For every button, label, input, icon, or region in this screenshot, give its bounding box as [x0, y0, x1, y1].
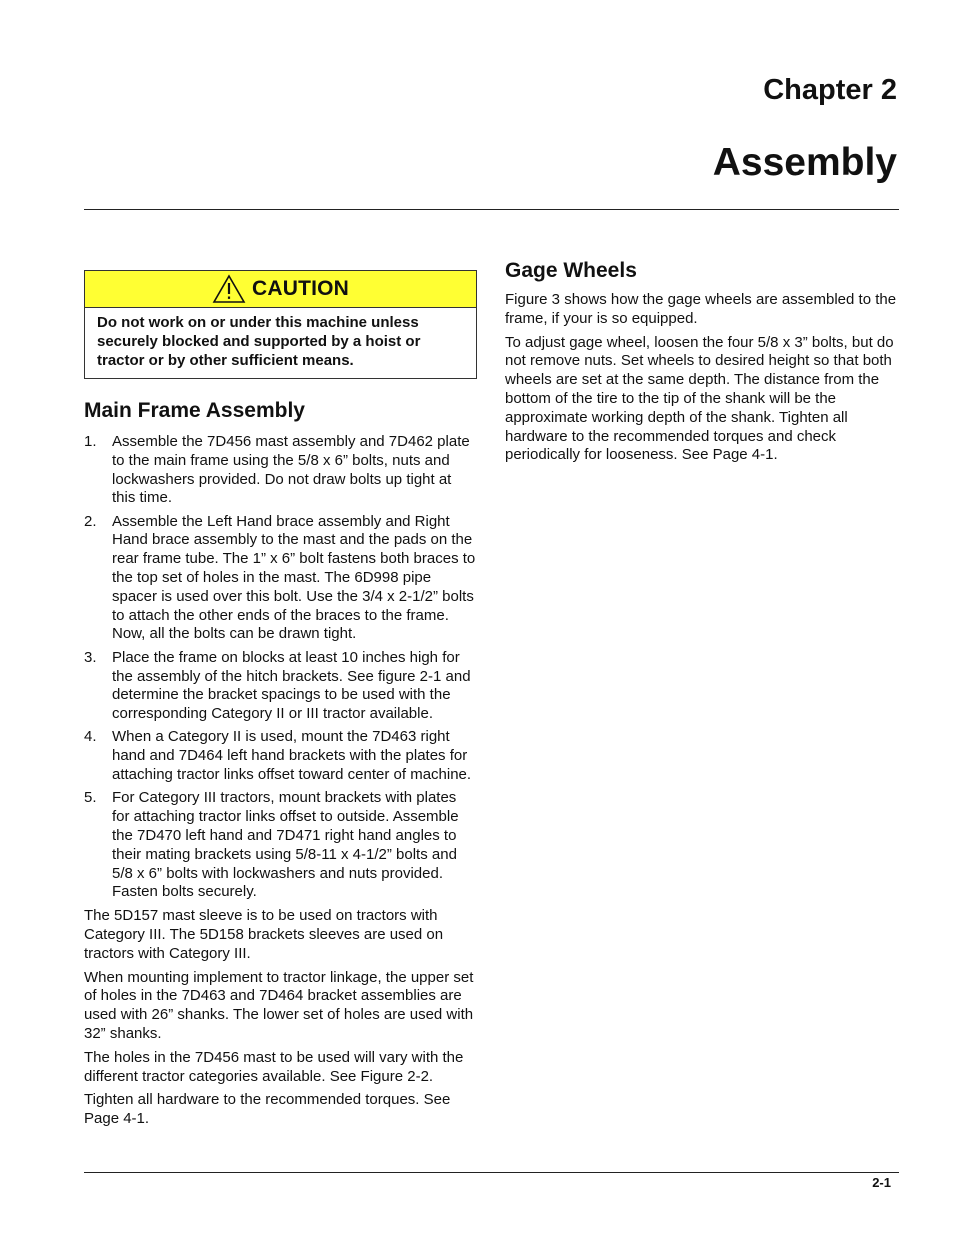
- step-text: For Category III tractors, mount brackets with plates for attaching tractor links offset to outside. Assemble the 7D470 left hand and 7D471 right hand angles to their mating brackets using 5/8-11 x 4-1/2” bolts and 5/8 x 6” bolts with lockwashers and nuts provided. Fasten bolts securely.: [112, 789, 459, 901]
- header-divider: [84, 209, 899, 210]
- step-text: Assemble the Left Hand brace assembly and Right Hand brace assembly to the mast and the pads on the rear frame tube. The 1” x 6” bolt fastens both braces to the top set of holes in the mast. The 6D998 pipe spacer is used over this bolt. Use the 3/4 x 2-1/2” bolts to attach the other ends of the braces to the frame. Now, all the bolts can be drawn tight.: [112, 512, 476, 643]
- warning-triangle-icon: [212, 274, 246, 304]
- step-text: When a Category II is used, mount the 7D463 right hand and 7D464 left hand brackets with the plates for attaching tractor links offset toward center of machine.: [112, 728, 472, 784]
- list-item: [84, 728, 477, 784]
- paragraph: The 5D157 mast sleeve is to be used on tractors with Category III. The 5D158 brackets sleeves are used on tractors with Category III.: [84, 907, 444, 962]
- caution-text: Do not work on or under this machine unless securely blocked and supported by a hoist or tractor or by other sufficient means.: [97, 314, 421, 369]
- step-number: 2.: [84, 512, 97, 530]
- footer-divider: [84, 1172, 899, 1173]
- left-column: [84, 270, 477, 1134]
- right-column: [505, 259, 898, 470]
- caution-title: CAUTION: [251, 277, 350, 300]
- caution-header: [85, 271, 476, 308]
- chapter-title: Assembly: [712, 141, 897, 184]
- gage-wheels-heading: Gage Wheels: [505, 259, 637, 282]
- list-item: [84, 649, 477, 724]
- step-number: 5.: [84, 789, 97, 807]
- caution-box: [84, 270, 477, 379]
- page-number: 2-1: [872, 1175, 891, 1190]
- paragraph: The holes in the 7D456 mast to be used will vary with the different tractor categories available. See Figure 2-2.: [84, 1048, 464, 1085]
- assembly-steps: [84, 433, 477, 902]
- main-frame-heading: Main Frame Assembly: [84, 399, 305, 422]
- step-number: 1.: [84, 433, 97, 450]
- list-item: [84, 513, 477, 645]
- list-item: [84, 789, 477, 902]
- paragraph: Figure 3 shows how the gage wheels are assembled to the frame, if your is so equipped.: [505, 291, 897, 327]
- step-text: Place the frame on blocks at least 10 inches high for the assembly of the hitch brackets. See figure 2-1 and determine the bracket spacings to be used with the corresponding Category II or III tractor available.: [112, 648, 471, 723]
- step-text: Assemble the 7D456 mast assembly and 7D462 plate to the main frame using the 5/8 x 6” bolts, nuts and lockwashers provided. Do not draw bolts up tight at this time.: [112, 433, 470, 507]
- chapter-label: Chapter 2: [763, 74, 897, 106]
- paragraph: To adjust gage wheel, loosen the four 5/8 x 3” bolts, but do not remove nuts. Set wheels to desired height so that both wheels are set at the same depth. The distance from the bottom of the tire to the tip of the shank will be the approximate working depth of the shank. Tighten all hardware to the recommended torques and check periodically for looseness. See Page 4-1.: [505, 333, 894, 464]
- step-number: 4.: [84, 728, 97, 746]
- paragraph: Tighten all hardware to the recommended torques. See Page 4-1.: [84, 1091, 451, 1128]
- paragraph: When mounting implement to tractor linkage, the upper set of holes in the 7D463 and 7D464 bracket assemblies are used with 26” shanks. The lower set of holes are used with 32” shanks.: [84, 968, 474, 1042]
- list-item: [84, 433, 477, 508]
- step-number: 3.: [84, 648, 97, 666]
